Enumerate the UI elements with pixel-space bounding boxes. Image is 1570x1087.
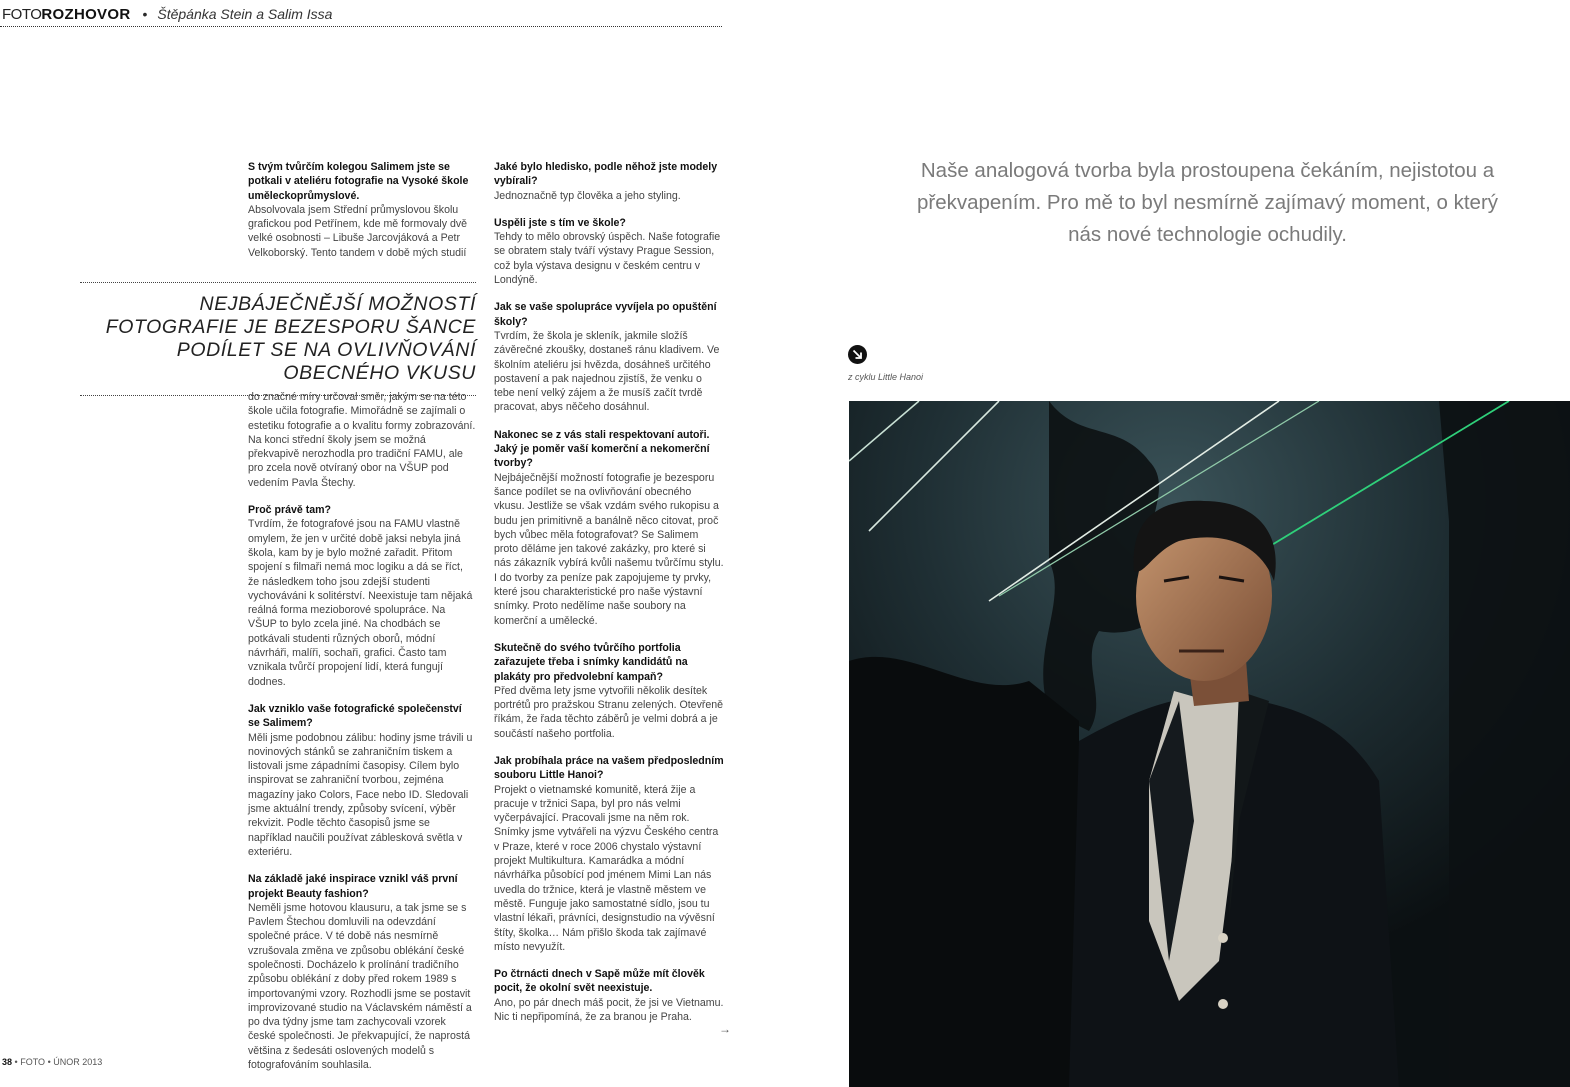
article-column-1-top	[248, 160, 476, 260]
footer-separator: •	[47, 1057, 51, 1067]
footer-separator: •	[14, 1057, 18, 1067]
pull-quote: NEJBÁJEČNĚJŠÍ MOŽNOSTÍ FOTOGRAFIE JE BEZESPORU ŠANCE PODÍLET SE NA OVLIVŇOVÁNÍ OBECNÉHO VKUSU	[80, 282, 476, 396]
highlight-quote: Naše analogová tvorba byla prostoupena čekáním, nejistotou a překvapením. Pro mě to byl nesmírně zajímavý moment, o který nás nové technologie ochudily.	[916, 159, 1499, 246]
intro-question: S tvým tvůrčím kolegou Salimem jste se potkali v ateliéru fotografie na Vysoké škole uměleckoprůmyslové.	[248, 161, 469, 202]
answer: Před dvěma lety jsme vytvořili několik desítek portrétů pro pražskou Stranu zelených. Otevřeně říkám, že řada těchto záběrů je velmi dobrá a je součástí našeho portfolia.	[494, 684, 724, 740]
answer: Nejbáječnější možností fotografie je bezesporu šance podílet se na ovlivňování obecného vkusu. Jestliže se však vzdám svého rukopisu a budu jen primitivně a banálně něco citovat, proč bych vůbec měla fotografovat? Se Salimem proto děláme jen takové zakázky, pro které si nás zákazník vybírá kvůli našemu tvůrčímu stylu. I do tvorby za peníze pak zapojujeme ty prvky, které jsou charakteristické pro naše výstavní snímky. Proto nedělíme naše soubory na komerční a umělecké.	[494, 471, 724, 627]
footer-issue: ÚNOR 2013	[53, 1057, 103, 1067]
intro-answer-continued: do značné míry určoval směr, jakým se na této škole učila fotografie. Mimořádně se zajímali o estetiku fotografie a o kvalitu formy zobrazování. Na konci střední školy jsem se možná překvapivě nerozhodla pro tradiční FAMU, ale pro zcela nově otvíraný obor na VŠUP pod vedením Pavla Štechy.	[248, 391, 476, 489]
page-number: 38	[2, 1057, 13, 1067]
header-divider	[0, 26, 722, 27]
continue-arrow-icon: →	[719, 1022, 731, 1036]
section-name: ROZHOVOR	[41, 6, 131, 23]
question: Jak se vaše spolupráce vyvíjela po opuštění školy?	[494, 301, 717, 328]
question: Jak vzniklo vaše fotografické společenství se Salimem?	[248, 702, 462, 730]
header-separator: •	[142, 6, 148, 22]
article-column-2	[494, 160, 724, 1024]
intro-answer: Absolvovala jsem Střední průmyslovou školu grafickou pod Petřínem, kde mě formovaly dvě velké osobnosti – Libuše Jarcovjáková a Petr Velkoborský. Tento tandem v době mých studií	[248, 203, 468, 259]
section-prefix: FOTO	[2, 6, 42, 23]
answer: Ano, po pár dnech máš pocit, že jsi ve Vietnamu. Nic ti nepřipomíná, že za branou je Praha.	[494, 996, 724, 1024]
answer: Jednoznačně typ člověka a jeho styling.	[494, 189, 681, 202]
footer-magazine: FOTO	[20, 1057, 46, 1067]
answer: Měli jsme podobnou zálibu: hodiny jsme trávili u novinových stánků se zahraničním tiskem a listovali jsme západními časopisy. Cílem bylo inspirovat se zahraniční tvorbou, zejména magazíny jako Colors, Face nebo ID. Sledovali jsme aktuální trendy, způsoby svícení, výběr rekvizit. Podle těchto časopisů jsme se například naučili používat záblesková světla v exteriéru.	[248, 731, 473, 858]
question: Nakonec se z vás stali respektovaní autoři. Jaký je poměr vaší komerční a nekomerční tvorby?	[494, 428, 710, 470]
portrait-photo	[849, 401, 1570, 1087]
question: Proč právě tam?	[248, 504, 332, 517]
question: Uspěli jste s tím ve škole?	[494, 216, 626, 229]
answer: Tehdy to mělo obrovský úspěch. Naše fotografie se obratem staly tváří výstavy Prague Session, což byla výstava designu v českém centru v Londýně.	[494, 231, 721, 287]
article-column-1-bottom	[248, 390, 476, 1085]
running-header	[2, 6, 332, 23]
header-authors: Štěpánka Stein a Salim Issa	[157, 6, 333, 22]
page-footer	[2, 1057, 102, 1067]
photo-caption: z cyklu Little Hanoi	[848, 372, 924, 382]
answer: Tvrdím, že fotografové jsou na FAMU vlastně omylem, že jen v určité době jaksi nebyla jiná škola, kam by je bylo možné zařadit. Přitom spojení s filmaři nemá moc logiku a dá se říct, že následkem toho jsou zdejší studenti vychováváni k solitérství. Neexistuje tam nějaká reálná forma mezioborové spolupráce. Na VŠUP to bylo zcela jiné. Na chodbách se potkávali studenti různých oborů, módní návrháři, malíři, sochaři, grafici. Často tam vznikala tvůrčí propojení lidí, která fungují dodnes.	[248, 518, 473, 688]
answer: Projekt o vietnamské komunitě, která žije a pracuje v tržnici Sapa, byl pro nás velmi vyčerpávající. Pracovali jsme na něm rok. Snímky jsme vytvářeli na výzvu Českého centra v Praze, které v roce 2006 chystalo výstavní projekt Multikultura. Kamarádka a módní návrhářka působící pod jménem Mimi Lan nás uvedla do tržnice, která je vlastně městem ve městě. Funguje jako samostatné sídlo, jsou tu vlastní lékaři, právníci, designstudio na vývěsní štíty, školka… Nám přišlo škoda tak zajímavé místo nevyužít.	[494, 783, 719, 953]
arrow-down-right-icon	[848, 345, 867, 364]
question: Jaké bylo hledisko, podle něhož jste modely vybírali?	[494, 161, 718, 188]
question: Po čtrnácti dnech v Sapě může mít člověk pocit, že okolní svět neexistuje.	[494, 968, 705, 995]
question: Jak probíhala práce na vašem předposledním souboru Little Hanoi?	[494, 754, 724, 782]
answer: Neměli jsme hotovou klausuru, a tak jsme se s Pavlem Štechou domluvili na odevzdání společné práce. V té době nás nesmírně vzrušovala změna ve způsobu oblékání české společnosti. Docházelo k prolínání tradičního způsobu oblékání z doby před rokem 1989 s importovanými vzory. Rozhodli jsme se postavit improvizované studio na Václavském náměstí a po dva týdny jsme tam zachycovali vzorek české společnosti. Je překvapující, že naprostá většina z šedesáti oslovených modelů s fotografováním souhlasila.	[248, 901, 472, 1072]
question: Na základě jaké inspirace vznikl váš první projekt Beauty fashion?	[248, 873, 458, 900]
answer: Tvrdím, že škola je skleník, jakmile složíš závěrečné zkoušky, dostaneš ránu kladivem. Ve školním ateliéru jsi hvězda, dosáhneš určitého postavení a pak najednou zjistíš, že venku o tebe není velký zájem a že musíš začít tvrdě pracovat, abys něčeho dosáhnul.	[494, 329, 720, 414]
question: Skutečně do svého tvůrčího portfolia zařazujete třeba i snímky kandidátů na plakáty pro předvolební kampaň?	[494, 641, 688, 683]
